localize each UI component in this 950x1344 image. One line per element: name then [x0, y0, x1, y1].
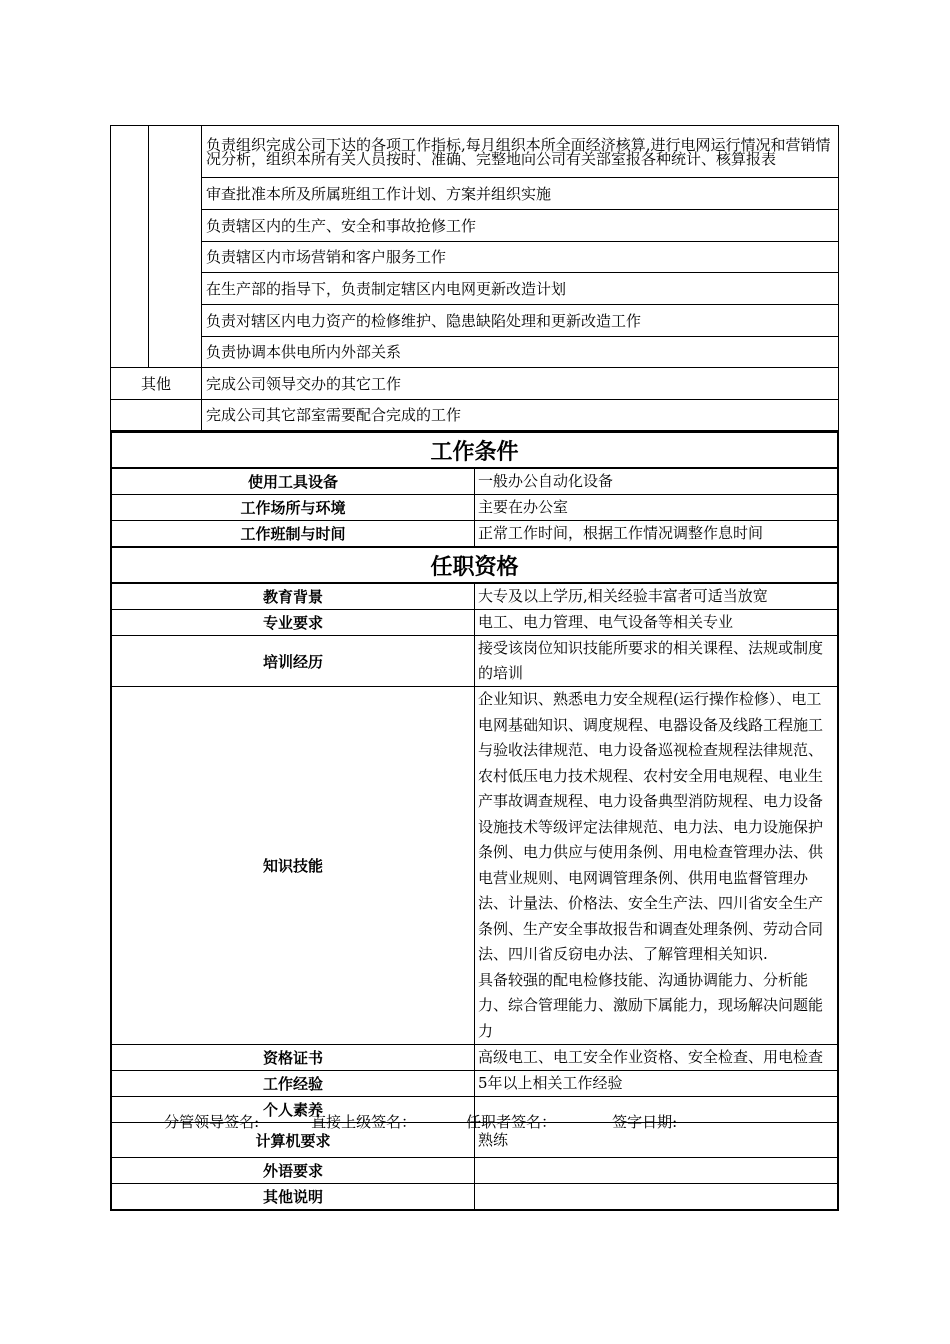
- knowledge-text: 企业知识、熟悉电力安全规程(运行操作检修）、电工电网基础知识、调度规程、电器设备及线路工程施工与验收法律规范、电力设备巡视检查规程法律规范、农村低压电力技术规程、农村安全用电规程、电业生产事故调查规程、电力设备典型消防规程、电力设备设施技术等级评定法律规范、电力法、电力设施保护条例、电力供应与使用条例、用电检查管理办法、供电营业规则、电网调管理条例、供用电监督管理办法、计量法、价格法、安全生产法、四川省安全生产条例、生产安全事故报告和调查处理条例、劳动合同法、四川省反窃电办法、了解管理相关知识.: [478, 690, 824, 963]
- computer-label: 计算机要求: [111, 1123, 475, 1158]
- duty-item: 负责对辖区内电力资产的检修维护、隐患缺陷处理和更新改造工作: [202, 305, 839, 337]
- tools-label: 使用工具设备: [111, 468, 475, 495]
- experience-value: 5年以上相关工作经验: [475, 1071, 839, 1097]
- duty-item: 负责辖区内的生产、安全和事故抢修工作: [202, 210, 839, 242]
- duties-table: [110, 125, 839, 431]
- other-notes-value: [475, 1184, 839, 1211]
- duties-category-cell: [111, 126, 149, 368]
- duty-item: 在生产部的指导下，负责制定辖区内电网更新改造计划: [202, 273, 839, 305]
- supervisor-signature-label: 直接上级签名：: [311, 1113, 417, 1131]
- duty-item: 负责辖区内市场营销和客户服务工作: [202, 242, 839, 273]
- language-label: 外语要求: [111, 1158, 475, 1184]
- qualifications-heading: 任职资格: [111, 547, 838, 583]
- work-conditions-heading: 工作条件: [111, 432, 838, 468]
- duty-item: 负责协调本供电所内外部关系: [202, 337, 839, 368]
- other-duties-label: 其他: [111, 368, 202, 400]
- training-value: 接受该岗位知识技能所要求的相关课程、法规或制度的培训: [475, 636, 839, 687]
- tools-value: 一般办公自动化设备: [475, 468, 839, 495]
- education-label: 教育背景: [111, 583, 475, 610]
- knowledge-label: 知识技能: [111, 687, 475, 1045]
- certificate-value: 高级电工、电工安全作业资格、安全检查、用电检查: [475, 1045, 839, 1071]
- leader-signature-label: 分管领导签名:: [164, 1113, 260, 1131]
- language-value: [475, 1158, 839, 1184]
- holder-signature-label: 任职者签名：: [466, 1113, 557, 1131]
- duty-item: 负责组织完成公司下达的各项工作指标,每月组织本所全面经济核算,进行电网运行情况和营销情况分析，组织本所有关人员按时、准确、完整地向公司有关部室报各种统计、核算报表: [202, 126, 839, 178]
- skills-text: 具备较强的配电检修技能、沟通协调能力、分析能力、综合管理能力、激励下属能力，现场解决问题能力: [478, 970, 824, 1040]
- other-duty-item: 完成公司领导交办的其它工作: [202, 368, 839, 400]
- other-notes-label: 其他说明: [111, 1184, 475, 1211]
- schedule-label: 工作班制与时间: [111, 521, 475, 548]
- experience-label: 工作经验: [111, 1071, 475, 1097]
- schedule-value: 正常工作时间，根据工作情况调整作息时间: [475, 521, 839, 548]
- workplace-label: 工作场所与环境: [111, 495, 475, 521]
- education-value: 大专及以上学历,相关经验丰富者可适当放宽: [475, 583, 839, 610]
- duty-item: 审查批准本所及所属班组工作计划、方案并组织实施: [202, 178, 839, 210]
- computer-value: 熟练: [475, 1123, 839, 1158]
- major-label: 专业要求: [111, 610, 475, 636]
- knowledge-value: [475, 687, 839, 1045]
- sign-date-label: 签字日期:: [612, 1113, 678, 1131]
- training-label: 培训经历: [111, 636, 475, 687]
- certificate-label: 资格证书: [111, 1045, 475, 1071]
- major-value: 电工、电力管理、电气设备等相关专业: [475, 610, 839, 636]
- other-duties-empty-label: [111, 400, 202, 431]
- workplace-value: 主要在办公室: [475, 495, 839, 521]
- personal-quality-label: 个人素养: [111, 1097, 475, 1123]
- signature-line: [145, 1093, 677, 1150]
- other-duty-item: 完成公司其它部室需要配合完成的工作: [202, 400, 839, 431]
- duties-subcategory-cell: [149, 126, 202, 368]
